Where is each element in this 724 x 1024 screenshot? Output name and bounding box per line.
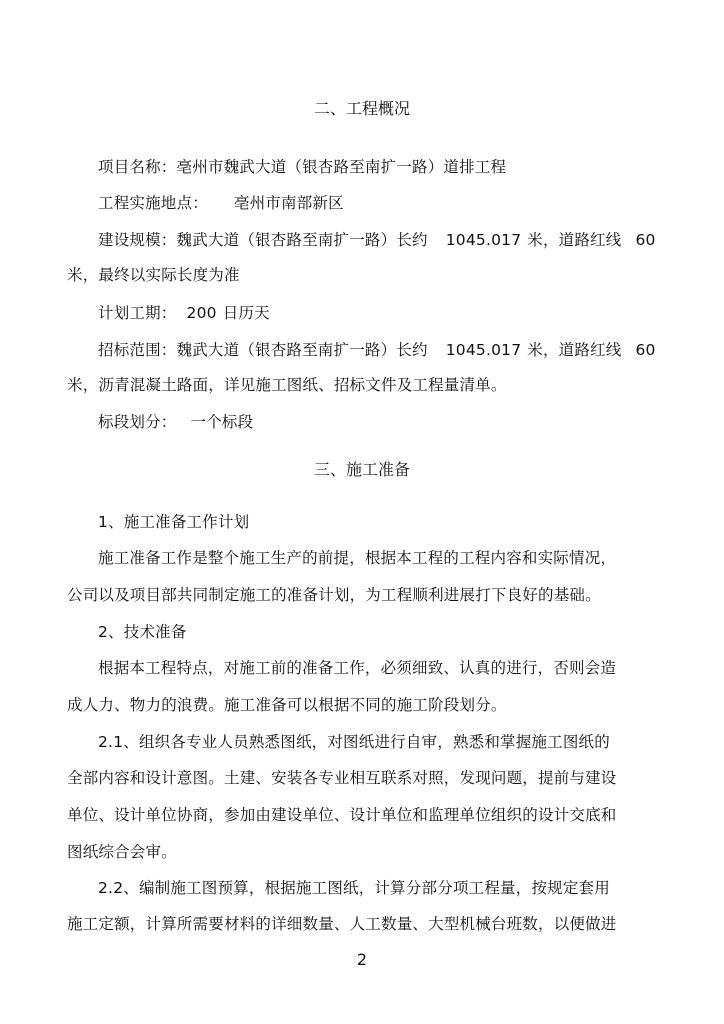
section-heading-preparation: 三、施工准备: [313, 460, 410, 479]
location-value: 亳州市南部新区: [233, 194, 344, 212]
paragraph-line: 图纸综合会审。: [67, 843, 177, 861]
subheading-technical: 2、技术准备: [98, 623, 187, 641]
section-division-line: [98, 412, 253, 432]
tender-length: 1045.017: [445, 341, 522, 359]
scale-text: 建设规模：魏武大道（银杏路至南扩一路）长约: [98, 231, 428, 249]
tender-line-cont: 米，沥青混凝土路面，详见施工图纸、招标文件及工程量清单。: [67, 376, 507, 394]
project-name-line: 项目名称：亳州市魏武大道（银杏路至南扩一路）道排工程: [98, 158, 507, 176]
location-label: 工程实施地点：: [98, 194, 208, 212]
paragraph-line: 2.1、组织各专业人员熟悉图纸，对图纸进行自审，熟悉和掌握施工图纸的: [98, 733, 610, 751]
location-line: [98, 193, 344, 213]
period-unit: 日历天: [222, 304, 270, 322]
scale-text-2: 米，道路红线: [527, 231, 622, 249]
tender-text: 招标范围：魏武大道（银杏路至南扩一路）长约: [98, 341, 428, 359]
page-number: 2: [356, 950, 368, 969]
paragraph-line: 根据本工程特点，对施工前的准备工作，必须细致、认真的进行，否则会造: [98, 659, 617, 677]
subheading-plan: 1、施工准备工作计划: [98, 513, 250, 531]
tender-text-2: 米，道路红线: [527, 341, 622, 359]
paragraph-line: 公司以及项目部共同制定施工的准备计划，为工程顺利进展打下良好的基础。: [67, 586, 601, 604]
paragraph-line: 单位、设计单位协商，参加由建设单位、设计单位和监理单位组织的设计交底和: [67, 806, 617, 824]
tender-line: [98, 340, 656, 360]
scale-width: 60: [635, 231, 656, 249]
period-label: 计划工期：: [98, 304, 177, 322]
paragraph-line: 2.2、编制施工图预算，根据施工图纸，计算分部分项工程量，按规定套用: [98, 879, 610, 897]
paragraph-line: 施工准备工作是整个施工生产的前提，根据本工程的工程内容和实际情况，: [98, 549, 617, 567]
tender-width: 60: [635, 341, 656, 359]
section-heading-overview: 二、工程概况: [313, 99, 410, 118]
scale-length: 1045.017: [445, 231, 522, 249]
scale-line: [98, 230, 656, 250]
paragraph-line: 全部内容和设计意图。土建、安装各专业相互联系对照，发现问题，提前与建设: [67, 769, 617, 787]
section-label: 标段划分：: [98, 413, 177, 431]
period-value: 200: [186, 304, 217, 322]
section-value: 一个标段: [190, 413, 254, 431]
paragraph-line: 施工定额，计算所需要材料的详细数量、人工数量、大型机械台班数，以便做进: [67, 915, 617, 933]
paragraph-line: 成人力、物力的浪费。施工准备可以根据不同的施工阶段划分。: [67, 696, 507, 714]
scale-line-cont: 米，最终以实际长度为准: [67, 266, 240, 284]
period-line: [98, 303, 270, 323]
